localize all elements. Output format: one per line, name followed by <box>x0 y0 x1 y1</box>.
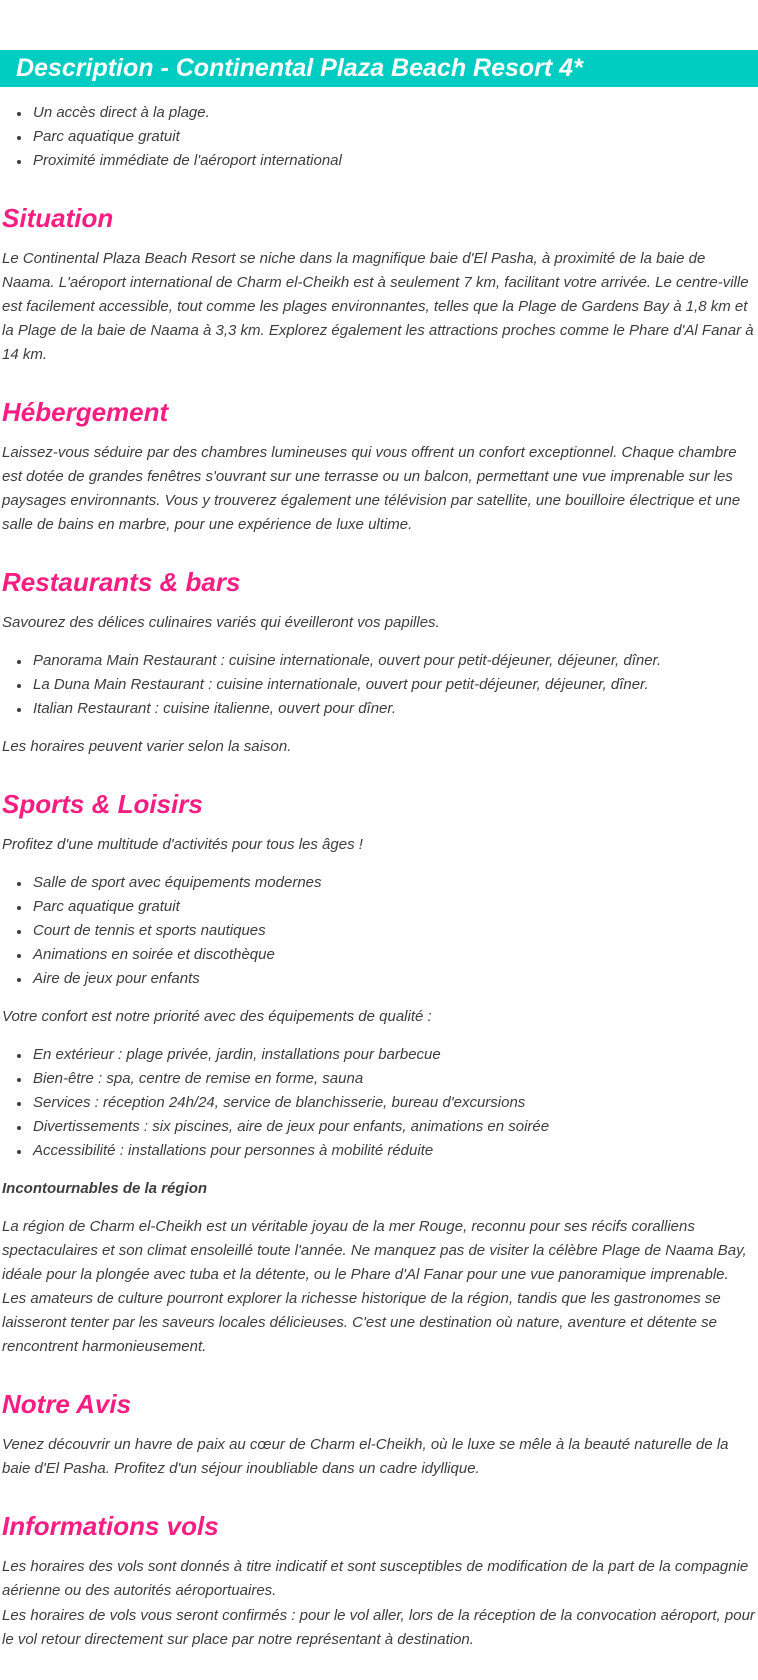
section-heading: Informations vols <box>2 1511 219 1541</box>
section-heading: Restaurants & bars <box>2 567 241 597</box>
page-title: Description - Continental Plaza Beach Resort 4* <box>16 54 583 82</box>
list-item: • Proximité immédiate de l'aéroport international <box>31 149 756 173</box>
list-item: • Bien-être : spa, centre de remise en forme, sauna <box>31 1067 756 1091</box>
content <box>0 101 758 1680</box>
page-root <box>0 50 758 1673</box>
bullet-list <box>2 1043 756 1163</box>
paragraph: Profitez d'une multitude d'activités pour tous les âges ! <box>2 836 363 853</box>
list-item: • En extérieur : plage privée, jardin, installations pour barbecue <box>31 1043 756 1067</box>
bold-note: Incontournables de la région <box>2 1180 208 1197</box>
paragraph: Les horaires peuvent varier selon la saison. <box>2 738 292 755</box>
list-item: • Parc aquatique gratuit <box>31 125 756 149</box>
list-item: • Services : réception 24h/24, service de blanchisserie, bureau d'excursions <box>31 1091 756 1115</box>
bullet-list <box>2 871 756 991</box>
list-item: • Accessibilité : installations pour personnes à mobilité réduite <box>31 1139 756 1163</box>
list-item: • Court de tennis et sports nautiques <box>31 919 756 943</box>
section-heading: Notre Avis <box>2 1389 132 1419</box>
paragraph: Les horaires des vols sont donnés à titre indicatif et sont susceptibles de modification de la part de la compagnie aérienne ou des autorités aéroportuaires. <box>2 1558 749 1599</box>
paragraph: Venez découvrir un havre de paix au cœur de Charm el-Cheikh, où le luxe se mêle à la beauté naturelle de la baie d'El Pasha. Profitez d'un séjour inoubliable dans un cadre idyllique. <box>2 1436 729 1477</box>
list-item: • Aire de jeux pour enfants <box>31 967 756 991</box>
section-heading: Hébergement <box>2 397 169 427</box>
list-item: • Animations en soirée et discothèque <box>31 943 756 967</box>
paragraph: Les horaires de vols vous seront confirmés : pour le vol aller, lors de la réception de la convocation aéroport, pour le vol retour directement sur place par notre représentant à destination. <box>2 1607 755 1648</box>
description-title-bar <box>0 50 758 87</box>
paragraph: La région de Charm el-Cheikh est un véritable joyau de la mer Rouge, reconnu pour ses récifs coralliens spectaculaires et son climat ensoleillé toute l'année. Ne manquez pas de visiter la célèbre Plage de Naama Bay, idéale pour la plongée avec tuba et la détente, ou le Phare d'Al Fanar pour une vue panoramique imprenable. Les amateurs de culture pourront explorer la richesse historique de la région, tandis que les gastronomes se laisseront tenter par les saveurs locales délicieuses. C'est une destination où nature, aventure et détente se rencontrent harmonieusement. <box>2 1218 747 1355</box>
list-item: • Divertissements : six piscines, aire de jeux pour enfants, animations en soirée <box>31 1115 756 1139</box>
list-item: • Salle de sport avec équipements modernes <box>31 871 756 895</box>
paragraph: Le Continental Plaza Beach Resort se niche dans la magnifique baie d'El Pasha, à proximité de la baie de Naama. L'aéroport international de Charm el-Cheikh est à seulement 7 km, facilitant votre arrivée. Le centre-ville est facilement accessible, tout comme les plages environnantes, telles que la Plage de Gardens Bay à 1,8 km et la Plage de la baie de Naama à 3,3 km. Explorez également les attractions proches comme le Phare d'Al Fanar à 14 km. <box>2 250 754 363</box>
bullet-list <box>2 649 756 721</box>
list-item: • Parc aquatique gratuit <box>31 895 756 919</box>
paragraph: Savourez des délices culinaires variés qui éveilleront vos papilles. <box>2 614 440 631</box>
list-item: • La Duna Main Restaurant : cuisine internationale, ouvert pour petit-déjeuner, déjeuner, dîner. <box>31 673 756 697</box>
paragraph: Laissez-vous séduire par des chambres lumineuses qui vous offrent un confort exceptionnel. Chaque chambre est dotée de grandes fenêtres s'ouvrant sur une terrasse ou un balcon, permettant une vue imprenable sur les paysages environnants. Vous y trouverez également une télévision par satellite, une bouilloire électrique et une salle de bains en marbre, pour une expérience de luxe ultime. <box>2 444 741 533</box>
list-item: • Panorama Main Restaurant : cuisine internationale, ouvert pour petit-déjeuner, déjeuner, dîner. <box>31 649 756 673</box>
section-heading: Sports & Loisirs <box>2 789 203 819</box>
list-item: • Un accès direct à la plage. <box>31 101 756 125</box>
section-heading: Situation <box>2 203 114 233</box>
list-item: • Italian Restaurant : cuisine italienne, ouvert pour dîner. <box>31 697 756 721</box>
bullet-list <box>2 101 756 173</box>
paragraph: Votre confort est notre priorité avec des équipements de qualité : <box>2 1008 432 1025</box>
